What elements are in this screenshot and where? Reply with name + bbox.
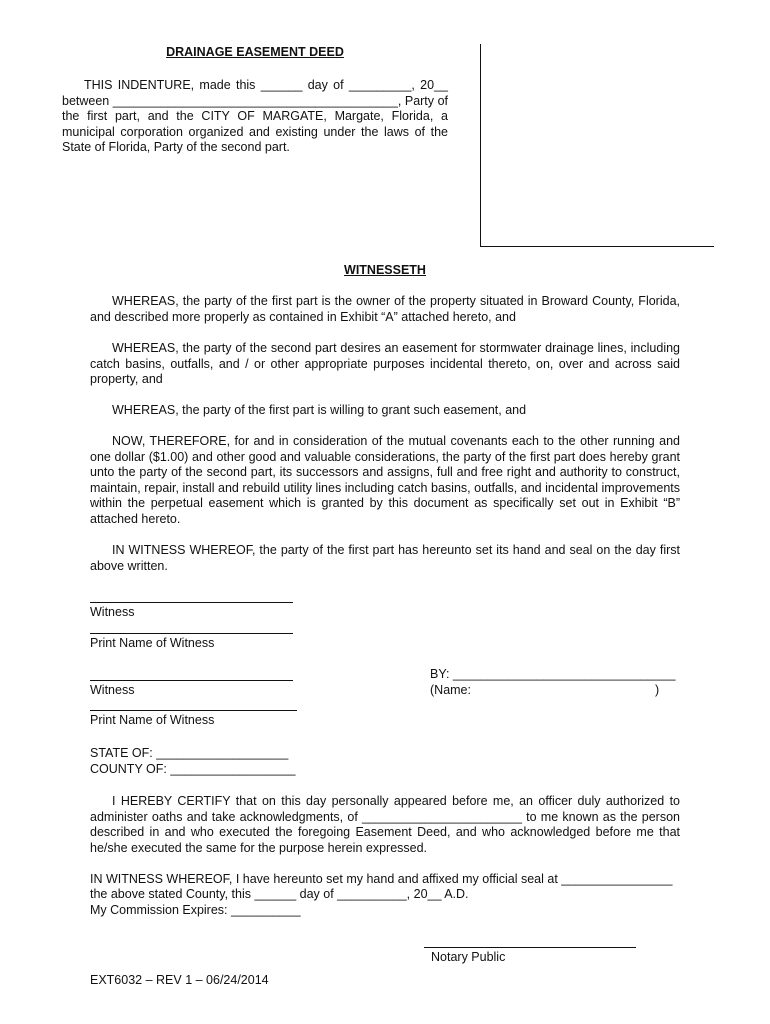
notary-public-label: Notary Public (431, 950, 506, 964)
witness-signature-line-2 (90, 680, 293, 681)
now-therefore-paragraph: NOW, THEREFORE, for and in consideration of the mutual covenants each to the other running and one dollar ($1.00) and other good and valuable considerations, the party of the first part does hereby grant unto the party of the second part, its successors and assigns, full and free right and authority to construct, maintain, repair, install and rebuild utility lines including catch basins, outfalls, and incidental improvements within the perpetual easement which is granted by this document as specifically set out in Exhibit “B” attached hereto. (90, 434, 680, 526)
witnesseth-heading: WITNESSETH (344, 263, 426, 277)
commission-expires-label: My Commission Expires: __________ (90, 903, 301, 917)
print-name-line-1 (90, 633, 293, 634)
witness-label-2: Witness (90, 683, 135, 697)
form-footer-code: EXT6032 – REV 1 – 06/24/2014 (90, 973, 269, 987)
by-signature-label: BY: ________________________________ (430, 667, 676, 681)
recording-box-left-border (480, 44, 481, 246)
witness-label-1: Witness (90, 605, 135, 619)
notary-signature-line (424, 947, 636, 948)
whereas-clause-3: WHEREAS, the party of the first part is willing to grant such easement, and (112, 403, 527, 417)
name-close-paren: ) (655, 683, 660, 697)
state-of-label: STATE OF: ___________________ (90, 746, 289, 760)
in-witness-line-1: IN WITNESS WHEREOF, I have hereunto set my hand and affixed my official seal at ________________ (90, 872, 673, 886)
county-of-label: COUNTY OF: __________________ (90, 762, 296, 776)
indenture-paragraph: THIS INDENTURE, made this ______ day of _________, 20__ between _________________________________________, Party of the first part, and the CITY OF MARGATE, Margate, Florida, a municipal corporation organized and existing under the laws of the State of Florida, Party of the second part. (62, 78, 448, 155)
print-name-line-2 (90, 710, 297, 711)
name-label: (Name: (430, 683, 471, 697)
whereas-clause-2: WHEREAS, the party of the second part desires an easement for stormwater drainage lines, including catch basins, outfalls, and / or other appropriate purposes incidental thereto, on, over and across said property, and (90, 341, 680, 387)
in-witness-paragraph-1: IN WITNESS WHEREOF, the party of the first part has hereunto set its hand and seal on the day first above written. (90, 543, 680, 573)
certify-paragraph: I HEREBY CERTIFY that on this day personally appeared before me, an officer duly authorized to administer oaths and take acknowledgments, of _______________________ to me known as the person described in and who executed the foregoing Easement Deed, and who acknowledged before me that he/she executed the same for the purpose herein expressed. (90, 794, 680, 855)
print-name-label-1: Print Name of Witness (90, 636, 215, 650)
witness-signature-line-1 (90, 602, 293, 603)
document-title: DRAINAGE EASEMENT DEED (166, 45, 344, 59)
recording-box-bottom-border (480, 246, 714, 247)
in-witness-line-2: the above stated County, this ______ day of __________, 20__ A.D. (90, 887, 469, 901)
print-name-label-2: Print Name of Witness (90, 713, 215, 727)
whereas-clause-1: WHEREAS, the party of the first part is the owner of the property situated in Broward County, Florida, and described more properly as contained in Exhibit “A” attached hereto, and (90, 294, 680, 324)
